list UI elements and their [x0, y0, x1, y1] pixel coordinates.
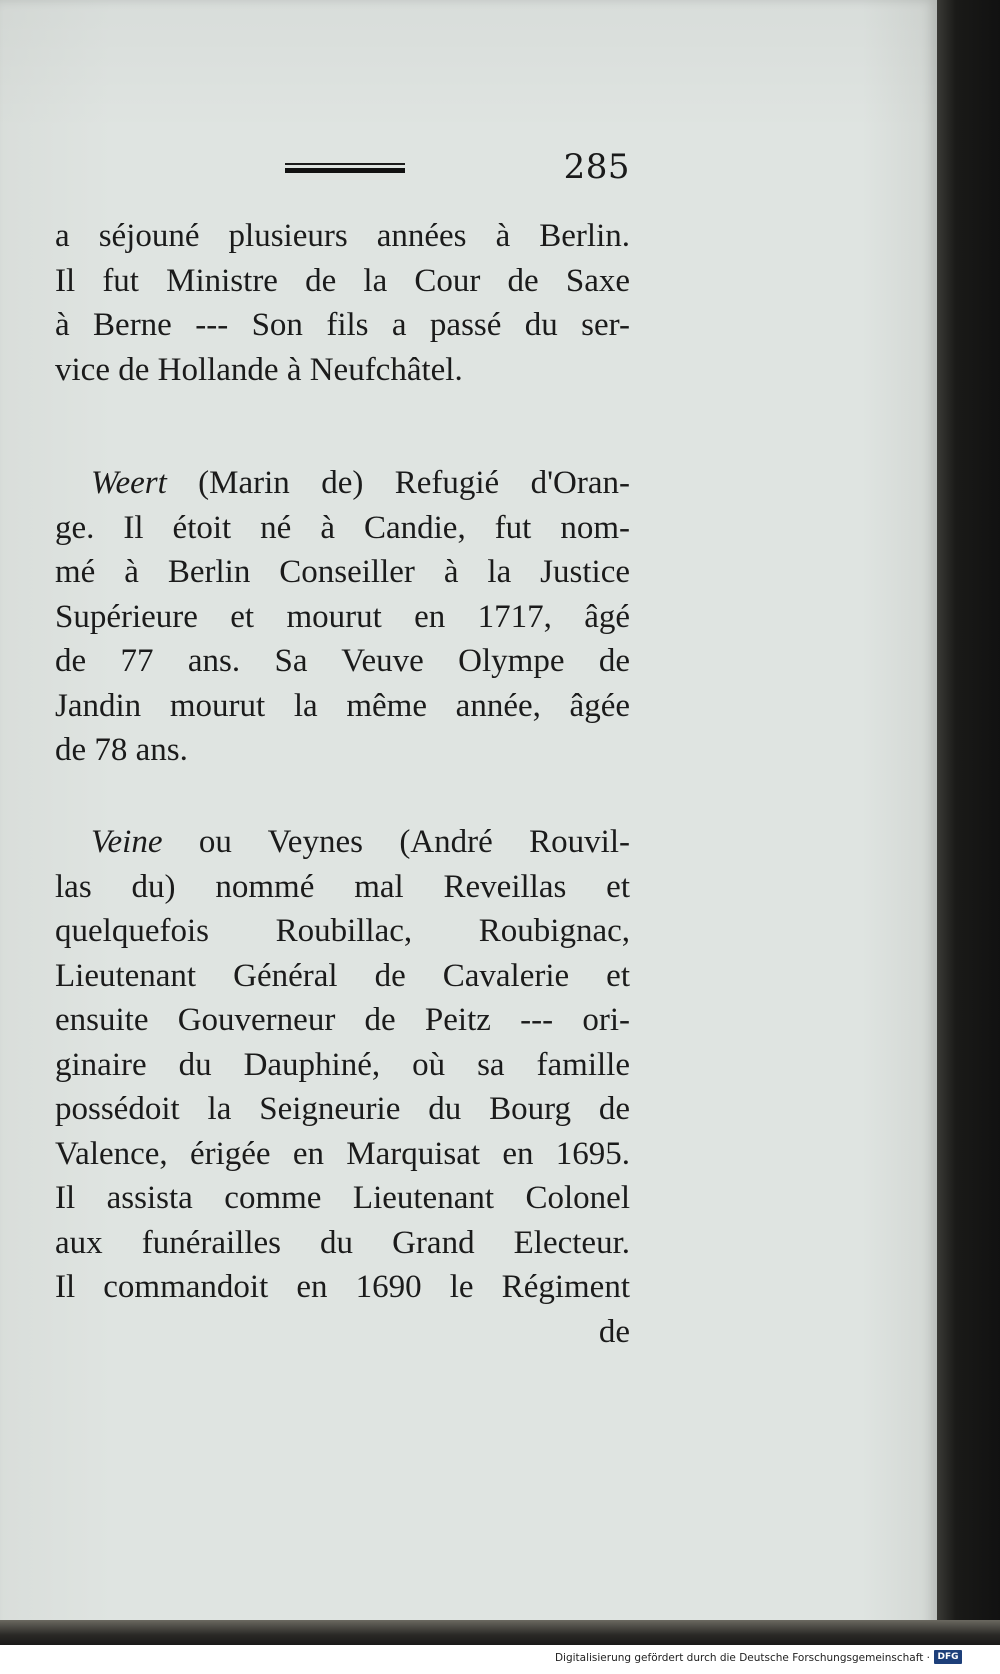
- entry-name: Veine: [91, 824, 163, 860]
- text-line: Supérieure et mourut en 1717, âgé: [55, 598, 630, 635]
- text-line: Il assista comme Lieutenant Colonel: [55, 1180, 630, 1216]
- header-rule-thick: [285, 168, 405, 173]
- text-line: [55, 820, 630, 865]
- text-line: quelquefois Roubillac, Roubignac,: [55, 913, 630, 949]
- text-line: Valence, érigée en Marquisat en 1695.: [55, 1135, 630, 1172]
- paragraph-3: [55, 820, 630, 1354]
- entry-name: Weert: [91, 465, 167, 501]
- digitization-credit: Digitalisierung gefördert durch die Deutsche Forschungsgemeinschaft ·: [554, 1652, 930, 1664]
- paragraph-1: [55, 214, 630, 392]
- text-line: a séjouné plusieurs années à Berlin.: [55, 218, 630, 254]
- text-line: vice de Hollande à Neufchâtel.: [55, 351, 463, 388]
- text-line: ensuite Gouverneur de Peitz --- ori-: [55, 1002, 630, 1038]
- catchword: de: [598, 1313, 630, 1350]
- page-number: 285: [563, 147, 630, 187]
- book-bottom-edge: [0, 1620, 1000, 1645]
- text-line: ge. Il étoit né à Candie, fut nom-: [55, 509, 630, 546]
- dfg-logo: DFG: [934, 1650, 962, 1664]
- paragraph-2: [55, 461, 630, 773]
- text-line: Il fut Ministre de la Cour de Saxe: [55, 262, 630, 299]
- text-line: de 78 ans.: [55, 732, 188, 768]
- text-line: Lieutenant Général de Cavalerie et: [55, 957, 630, 994]
- text-line: las du) nommé mal Reveillas et: [55, 868, 630, 905]
- text-line: mé à Berlin Conseiller à la Justice: [55, 554, 630, 590]
- text-line: de 77 ans. Sa Veuve Olympe de: [55, 643, 630, 679]
- text-line: Il commandoit en 1690 le Régiment: [55, 1269, 630, 1305]
- header-rule-ornament: [285, 163, 405, 177]
- text-line: à Berne --- Son fils a passé du ser-: [55, 307, 630, 343]
- header-rule-thin: [285, 163, 405, 165]
- text-line: Jandin mourut la même année, âgée: [55, 687, 630, 724]
- entry-line-rest: (Marin de) Refugié d'Oran-: [166, 465, 630, 501]
- text-line: ginaire du Dauphiné, où sa famille: [55, 1046, 630, 1083]
- entry-line-rest: ou Veynes (André Rouvil-: [162, 824, 630, 860]
- book-edge: [937, 0, 1000, 1645]
- text-line: possédoit la Seigneurie du Bourg de: [55, 1091, 630, 1127]
- text-line: aux funérailles du Grand Electeur.: [55, 1224, 630, 1261]
- text-line: [55, 461, 630, 506]
